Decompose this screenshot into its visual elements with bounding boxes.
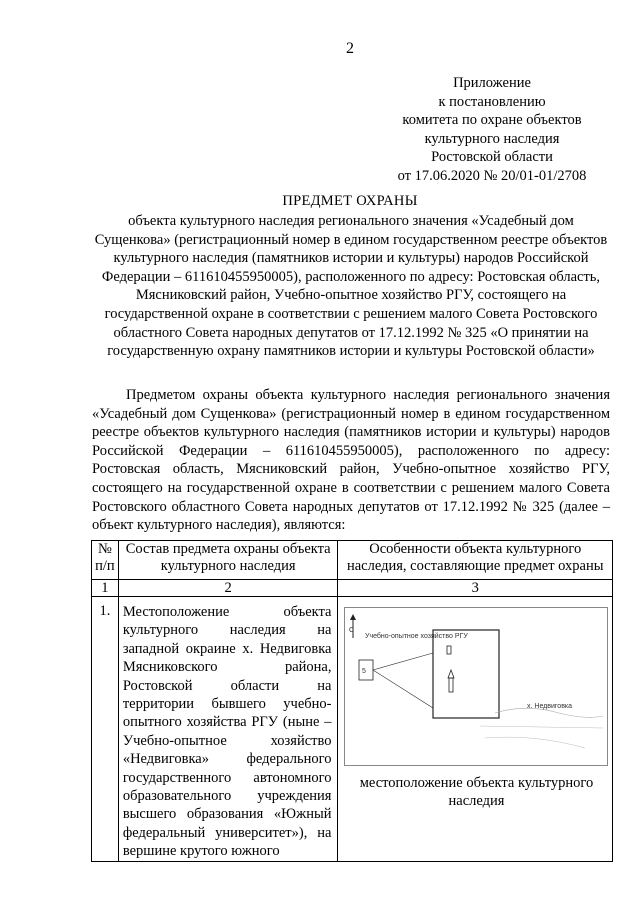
appendix-line: культурного наследия — [424, 130, 560, 147]
header-features: Особенности объекта культурного наследия, составляющие предмет охраны — [338, 541, 613, 580]
appendix-line: от 17.06.2020 № 20/01-01/2708 — [397, 167, 587, 184]
table-column-numbers — [92, 580, 613, 597]
document-subtitle: объекта культурного наследия регионального значения «Усадебный дом Сущенкова» (регистрационный номер в едином государственном реестре объектов культурного наследия (памятников истории и культуры) народов Российской Федерации – 611610455950005), расположенного по адресу: Ростовская область, Мясниковский район, Учебно-опытное хозяйство РГУ, состоящего на государственной охране в соответствии с решением малого Совета Ростовского областного Совета народных депутатов от 17.12.1992 № 325 «О принятии на государственную охрану памятников истории и культуры Ростовской области» — [94, 213, 608, 360]
object-number-label: 5 — [362, 668, 367, 675]
north-label: С — [349, 627, 355, 634]
village-label: х. Недвиговка — [527, 703, 573, 710]
appendix-line: к постановлению — [438, 93, 546, 110]
row-composition: Местоположение объекта культурного наследия на западной окраине х. Недвиговка Мясниковского района, Ростовской области на территории бывшего учебно-опытного хозяйства РГУ (ныне – Учебно-опытное хозяйство «Недвиговка» федерального государственного автономного образовательного учреждения высшего образования «Южный федеральный университет»), на вершине крутого южного — [118, 597, 338, 862]
building-mark — [447, 646, 451, 654]
protection-table — [91, 540, 613, 862]
column-number: 2 — [118, 580, 338, 597]
appendix-line: Ростовской области — [431, 149, 553, 165]
appendix-line: Приложение — [453, 75, 531, 91]
row-features — [338, 597, 613, 862]
farm-label: Учебно-опытное хозяйство РГУ — [365, 633, 469, 640]
north-arrow-icon — [350, 614, 356, 638]
map-caption: местоположение объекта культурного наследия — [359, 775, 594, 809]
row-number: 1. — [92, 597, 119, 862]
inset-frame — [433, 630, 499, 718]
table-row — [92, 597, 613, 862]
site-arrow — [449, 678, 453, 692]
page-number: 2 — [346, 40, 354, 57]
location-map — [344, 607, 608, 766]
body-paragraph — [92, 386, 610, 535]
header-number: № п/п — [92, 541, 119, 580]
paragraph-text: Предметом охраны объекта культурного наследия регионального значения «Усадебный дом Сущенкова» (регистрационный номер в едином государственном реестре объектов культурного наследия (памятников истории и культуры) народов Российской Федерации – 611610455950005), расположенного по адресу: Ростовская область, Мясниковский район, Учебно-опытное хозяйство РГУ, состоящего на государственной охране в соответствии с решением малого Совета Ростовского областного Совета народных депутатов от 17.12.1992 № 325 (далее – объект культурного наследия), являются: — [92, 387, 610, 534]
appendix-line: комитета по охране объектов — [402, 112, 582, 128]
appendix-block — [392, 74, 592, 185]
column-number: 3 — [338, 580, 613, 597]
header-composition: Состав предмета охраны объекта культурного наследия — [118, 541, 338, 580]
document-title: ПРЕДМЕТ ОХРАНЫ — [282, 193, 418, 209]
location-map-drawing — [345, 608, 607, 765]
table-header-row — [92, 541, 613, 580]
column-number: 1 — [92, 580, 119, 597]
